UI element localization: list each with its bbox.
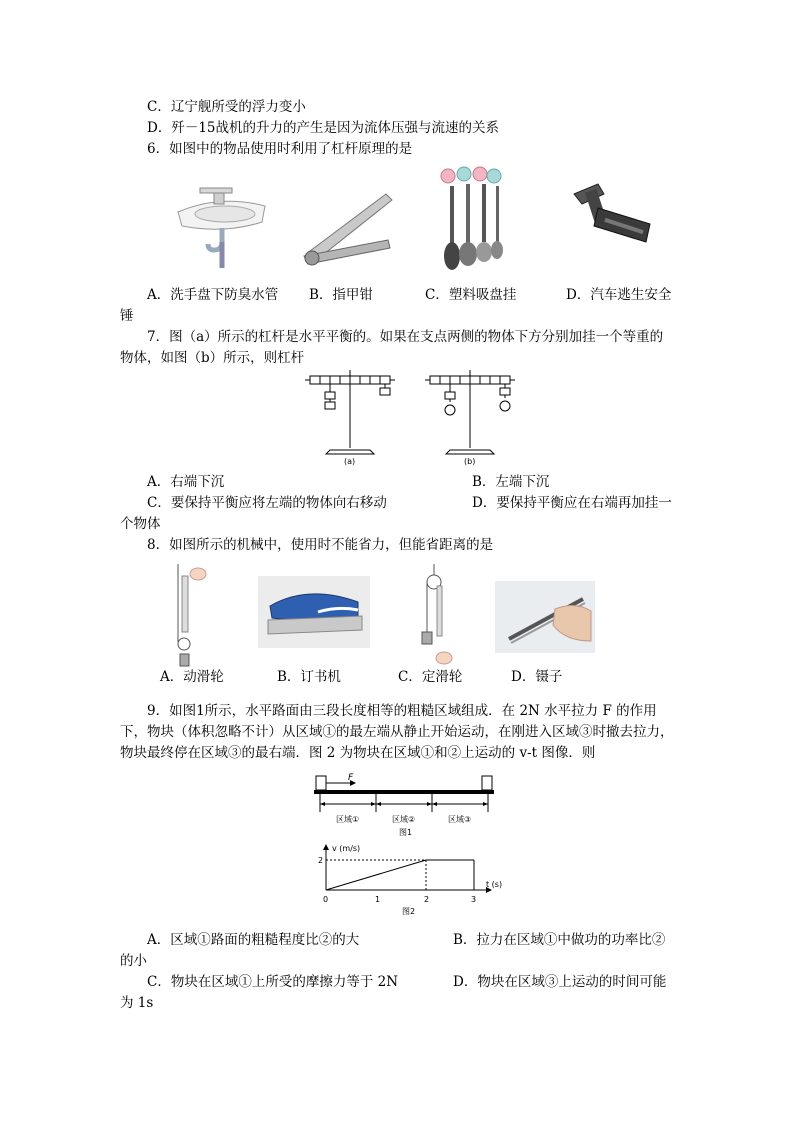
q6-option-d: D．汽车逃生安全 [566, 287, 672, 303]
q7-option-d-wrap: 个物体 [120, 516, 161, 532]
suction-hook-utensils-image [436, 166, 508, 276]
q9-option-a: A．区域①路面的粗糙程度比②的大 [147, 932, 360, 948]
lever-figure-a [300, 368, 400, 466]
figure-a-label: (a) [344, 457, 356, 466]
q6-stem: 6．如图中的物品使用时利用了杠杆原理的是 [147, 141, 413, 157]
q9-stem-line2: 下，物块（体积忽略不计）从区域①的最左端从静止开始运动，在刚进入区域③时撤去拉力， [120, 724, 674, 740]
figure-b-label: (b) [464, 457, 476, 466]
q9-stem-line1: 9．如图1所示，水平路面由三段长度相等的粗糙区域组成．在 2N 水平拉力 F 的作用 [147, 703, 657, 719]
q8-option-a: A．动滑轮 [160, 669, 224, 685]
nail-clipper-image [296, 184, 398, 269]
q5-option-d: D．歼－15战机的升力的产生是因为流体压强与流速的关系 [147, 120, 500, 136]
stapler-image [258, 576, 370, 648]
q9-option-d: D．物块在区域③上运动的时间可能 [453, 974, 667, 990]
movable-pulley-image [172, 562, 212, 670]
fixed-pulley-image [414, 562, 454, 670]
figure-1-road-zones [310, 772, 500, 840]
q7-option-b: B．左端下沉 [472, 474, 550, 490]
sink-drain-pipe-image [170, 184, 270, 274]
t-axis-label: t (s) [486, 880, 503, 889]
q9-option-c: C．物块在区域①上所受的摩擦力等于 2N [147, 974, 399, 990]
t-tick-2: 2 [424, 895, 430, 904]
q9-option-b: B．拉力在区域①中做功的功率比② [453, 932, 666, 948]
q6-option-d-wrap: 锤 [120, 308, 134, 324]
t-tick-1: 1 [375, 895, 381, 904]
q8-option-d: D．镊子 [511, 669, 563, 685]
q9-stem-line3: 物块最终停在区域③的最右端．图 2 为物块在区域①和②上运动的 v-t 图像．则 [120, 745, 596, 761]
lever-figure-b [420, 368, 520, 466]
q5-option-c: C．辽宁舰所受的浮力变小 [147, 99, 306, 115]
v-axis-label: v (m/s) [332, 844, 361, 853]
zone-2-label: 区域② [392, 815, 416, 824]
tweezers-image [495, 581, 595, 653]
q9-option-d-wrap: 为 1s [120, 995, 154, 1011]
q6-option-b: B．指甲钳 [309, 287, 373, 303]
accel-segment [326, 860, 426, 890]
force-label: F [348, 773, 354, 783]
figure-2-vt-graph [310, 842, 506, 918]
zone-3-label: 区域③ [448, 815, 472, 824]
q7-option-d: D．要保持平衡应在右端再加挂一 [472, 495, 672, 511]
q7-stem-line2: 物体，如图（b）所示，则杠杆 [120, 350, 305, 366]
q8-stem: 8．如图所示的机械中，使用时不能省力，但能省距离的是 [147, 537, 494, 553]
q8-option-b: B．订书机 [277, 669, 341, 685]
v-axis-arrow [323, 844, 329, 850]
q8-option-c: C．定滑轮 [398, 669, 463, 685]
q6-option-c: C．塑料吸盘挂 [425, 287, 517, 303]
v-tick-2: 2 [318, 856, 324, 865]
figure-1-caption: 图1 [399, 828, 413, 837]
emergency-hammer-image [568, 180, 654, 250]
q9-option-b-wrap: 的小 [120, 953, 147, 969]
t-tick-3: 3 [471, 895, 477, 904]
t-tick-0: 0 [323, 895, 329, 904]
zone-1-label: 区域① [336, 815, 360, 824]
q7-option-a: A．右端下沉 [147, 474, 225, 490]
q6-option-a: A．洗手盘下防臭水管 [147, 287, 279, 303]
q7-stem-line1: 7．图（a）所示的杠杆是水平平衡的。如果在支点两侧的物体下方分别加挂一个等重的 [147, 329, 664, 345]
figure-2-caption: 图2 [402, 907, 416, 916]
q7-option-c: C．要保持平衡应将左端的物体向右移动 [147, 495, 387, 511]
